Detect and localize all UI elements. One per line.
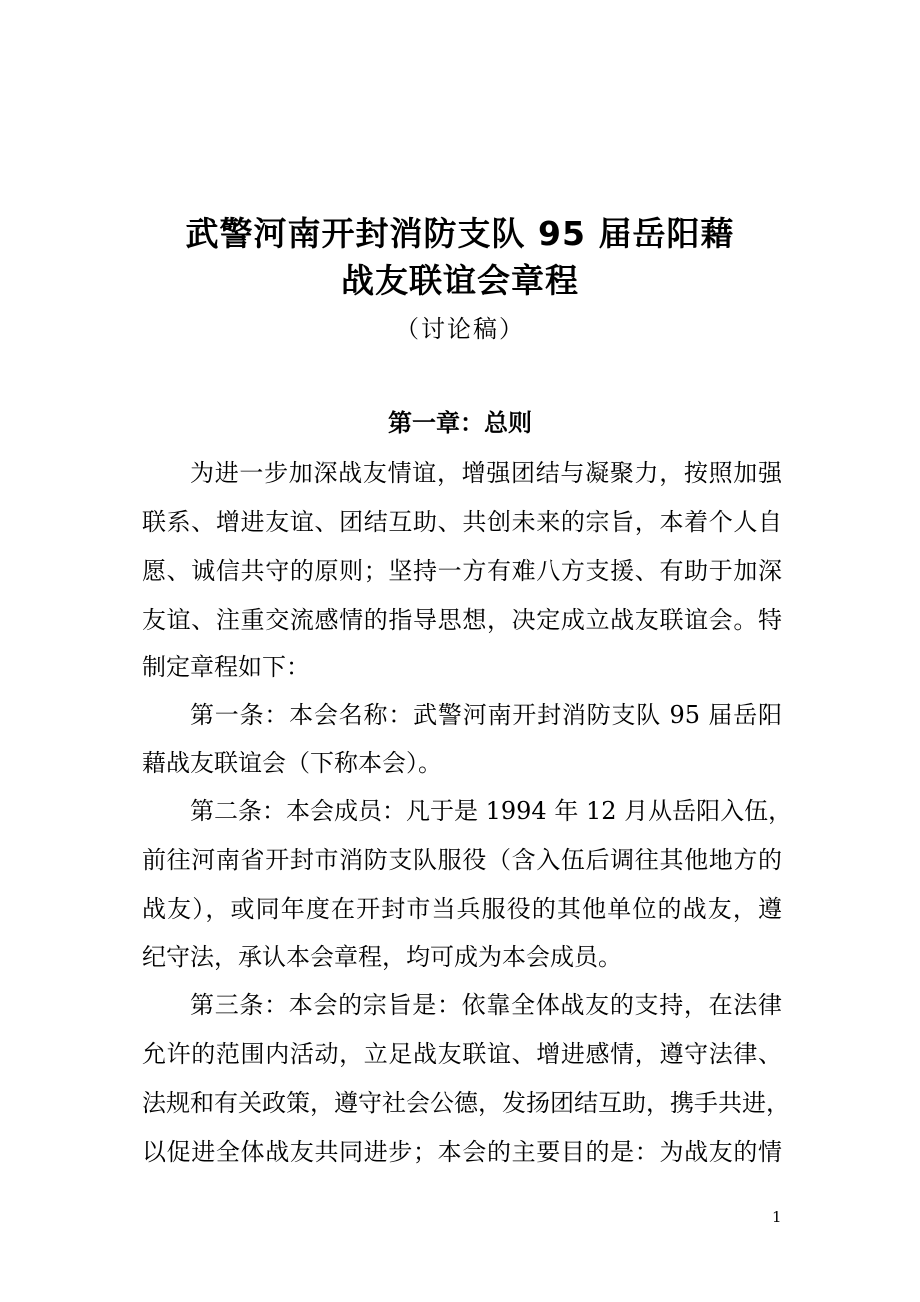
article-line: 第一条：本会名称：武警河南开封消防支队 95 届岳阳 (190, 701, 782, 729)
page-number: 1 (772, 1208, 782, 1226)
chapter-heading: 第一章：总则 (388, 408, 532, 437)
paragraph-line: 友谊、注重交流感情的指导思想，决定成立战友联谊会。特 (142, 606, 782, 634)
article-line: 第三条：本会的宗旨是：依靠全体战友的支持，在法律 (190, 991, 782, 1019)
document-title-line-1: 武警河南开封消防支队 95 届岳阳藉 (185, 214, 735, 253)
paragraph-line: 愿、诚信共守的原则；坚持一方有难八方支援、有助于加深 (142, 557, 782, 585)
article-line: 战友），或同年度在开封市当兵服役的其他单位的战友，遵 (142, 895, 782, 923)
paragraph-line: 联系、增进友谊、团结互助、共创未来的宗旨，本着个人自 (142, 508, 782, 536)
paragraph-line: 制定章程如下： (142, 653, 310, 681)
article-line: 藉战友联谊会（下称本会）。 (142, 749, 442, 777)
paragraph-line: 为进一步加深战友情谊，增强团结与凝聚力，按照加强 (190, 459, 782, 487)
document-subtitle: （讨论稿） (395, 315, 525, 343)
article-line: 法规和有关政策，遵守社会公德，发扬团结互助，携手共进， (142, 1089, 790, 1117)
article-line: 前往河南省开封市消防支队服役（含入伍后调往其他地方的 (142, 846, 782, 874)
article-line: 第二条：本会成员：凡于是 1994 年 12 月从岳阳入伍， (190, 797, 793, 825)
document-title-line-2: 战友联谊会章程 (341, 261, 579, 300)
article-line: 允许的范围内活动，立足战友联谊、增进感情，遵守法律、 (142, 1040, 782, 1068)
article-line: 纪守法，承认本会章程，均可成为本会成员。 (142, 943, 622, 971)
article-line: 以促进全体战友共同进步；本会的主要目的是：为战友的情 (142, 1138, 782, 1166)
